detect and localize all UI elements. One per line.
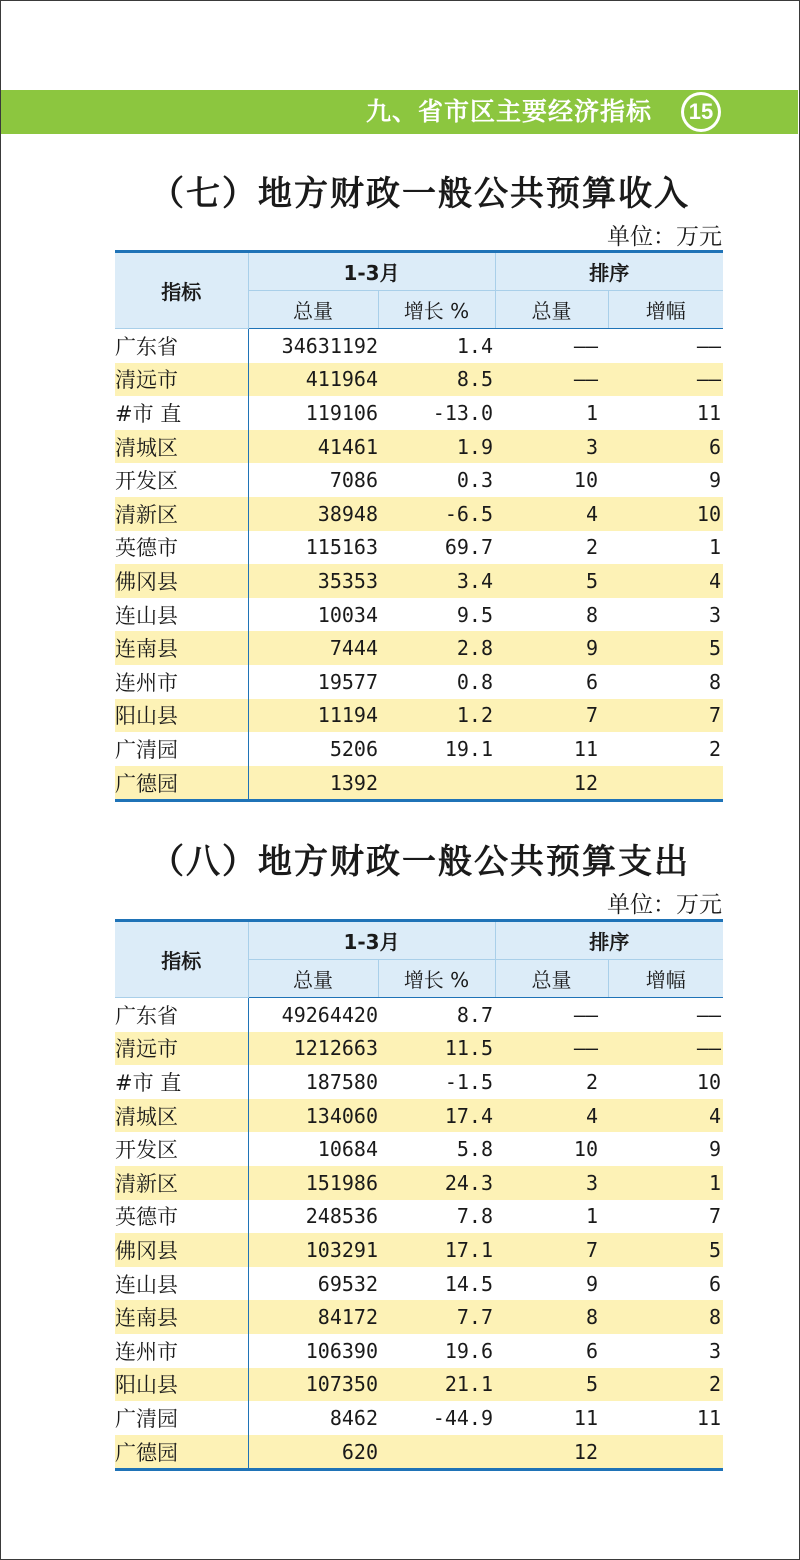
cell-rank-total: 4 bbox=[495, 497, 608, 531]
cell-rank-total: 7 bbox=[495, 1233, 608, 1267]
income-unit-label: 单位：万元 bbox=[607, 224, 722, 250]
table-row bbox=[115, 396, 723, 430]
cell-rank-growth: 4 bbox=[608, 564, 723, 598]
subheader-rank-total: 总量 bbox=[495, 960, 608, 998]
cell-rank-growth: 7 bbox=[708, 1204, 722, 1229]
cell-rank-total: 1 bbox=[585, 400, 599, 425]
row-name: 连山县 bbox=[115, 598, 248, 632]
cell-rank-total: 10 bbox=[573, 468, 599, 493]
cell-total: 11194 bbox=[248, 699, 378, 733]
cell-total: 7086 bbox=[329, 468, 378, 493]
row-name: 广清园 bbox=[115, 1401, 248, 1435]
cell-rank-total: 5 bbox=[495, 564, 608, 598]
cell-rank-growth: 9 bbox=[708, 468, 722, 493]
cell-rank-growth: 5 bbox=[608, 631, 723, 665]
cell-rank-total: 2 bbox=[585, 1069, 599, 1094]
cell-growth: -1.5 bbox=[444, 1069, 494, 1094]
expense-table bbox=[115, 919, 723, 1471]
cell-growth bbox=[378, 766, 495, 801]
row-name: 阳山县 bbox=[115, 1368, 248, 1402]
cell-total: 38948 bbox=[248, 497, 378, 531]
cell-rank-growth: 1 bbox=[608, 1166, 723, 1200]
table-row bbox=[115, 329, 723, 363]
cell-rank-total: 9 bbox=[495, 631, 608, 665]
row-name: 广东省 bbox=[115, 998, 248, 1032]
page-number-badge bbox=[681, 92, 721, 132]
table-row bbox=[115, 598, 723, 632]
row-name: 连州市 bbox=[115, 665, 248, 699]
cell-total: 103291 bbox=[248, 1233, 378, 1267]
cell-growth: 1.9 bbox=[378, 430, 495, 464]
section-header-title: 九、省市区主要经济指标 bbox=[365, 97, 652, 126]
row-name: #市 直 bbox=[115, 396, 248, 430]
row-name: 清远市 bbox=[115, 363, 248, 397]
row-name: 清城区 bbox=[115, 1099, 248, 1133]
table-row bbox=[115, 1300, 723, 1334]
cell-total: 5206 bbox=[329, 736, 378, 761]
cell-growth: 19.1 bbox=[444, 736, 494, 761]
row-name: 佛冈县 bbox=[115, 564, 248, 598]
cell-growth: 14.5 bbox=[444, 1271, 494, 1296]
row-name: 清远市 bbox=[115, 1032, 248, 1066]
cell-rank-growth: 6 bbox=[608, 430, 723, 464]
cell-total: 248536 bbox=[305, 1204, 378, 1229]
cell-rank-total: 1 bbox=[585, 1204, 599, 1229]
table-row bbox=[115, 531, 723, 565]
cell-rank-total: 5 bbox=[495, 1368, 608, 1402]
table-row bbox=[115, 497, 723, 531]
table-row bbox=[115, 1334, 723, 1368]
cell-growth: -13.0 bbox=[432, 400, 494, 425]
cell-growth: 11.5 bbox=[378, 1032, 495, 1066]
cell-total: 35353 bbox=[248, 564, 378, 598]
cell-total: 10034 bbox=[317, 602, 378, 627]
cell-rank-total: 10 bbox=[573, 1137, 599, 1162]
table-row bbox=[115, 699, 723, 733]
table-row bbox=[115, 631, 723, 665]
subheader-rank-growth: 增幅 bbox=[608, 960, 723, 998]
table-row bbox=[115, 463, 723, 497]
subheader-growth: 增长 % bbox=[378, 291, 495, 329]
cell-rank-growth bbox=[608, 766, 723, 801]
table-row bbox=[115, 1401, 723, 1435]
row-name: 英德市 bbox=[115, 1200, 248, 1234]
table-row bbox=[115, 1368, 723, 1402]
cell-growth: 5.8 bbox=[456, 1137, 494, 1162]
cell-rank-growth: 9 bbox=[708, 1137, 722, 1162]
table-row bbox=[115, 1200, 723, 1234]
cell-growth: 17.4 bbox=[378, 1099, 495, 1133]
header-rank: 排序 bbox=[495, 252, 723, 291]
cell-growth: 69.7 bbox=[444, 535, 494, 560]
cell-rank-growth: 4 bbox=[608, 1099, 723, 1133]
cell-rank-total: 7 bbox=[495, 699, 608, 733]
cell-growth: 21.1 bbox=[378, 1368, 495, 1402]
table-row bbox=[115, 564, 723, 598]
table-row bbox=[115, 1132, 723, 1166]
cell-total: 134060 bbox=[248, 1099, 378, 1133]
row-name: 广德园 bbox=[115, 766, 248, 801]
cell-rank-total: 8 bbox=[495, 1300, 608, 1334]
income-table bbox=[115, 250, 723, 802]
cell-rank-growth: 10 bbox=[608, 497, 723, 531]
table-row bbox=[115, 1435, 723, 1470]
cell-rank-total: 11 bbox=[573, 736, 599, 761]
subheader-rank-growth: 增幅 bbox=[608, 291, 723, 329]
cell-rank-growth: 3 bbox=[708, 602, 722, 627]
cell-growth: 1.4 bbox=[456, 333, 494, 358]
cell-growth: 7.7 bbox=[378, 1300, 495, 1334]
cell-growth: 1.2 bbox=[378, 699, 495, 733]
cell-rank-total: 9 bbox=[585, 1271, 599, 1296]
row-name: 清城区 bbox=[115, 430, 248, 464]
cell-total: 49264420 bbox=[281, 1002, 378, 1027]
cell-total: 119106 bbox=[305, 400, 378, 425]
table-row bbox=[115, 1065, 723, 1099]
row-name: 开发区 bbox=[115, 1132, 248, 1166]
row-name: 连州市 bbox=[115, 1334, 248, 1368]
cell-total: 1212663 bbox=[248, 1032, 378, 1066]
header-indicator: 指标 bbox=[115, 921, 248, 998]
cell-total: 187580 bbox=[305, 1069, 378, 1094]
cell-total: 19577 bbox=[317, 669, 378, 694]
row-name: 开发区 bbox=[115, 463, 248, 497]
expense-table-title: （八）地方财政一般公共预算支出 bbox=[150, 842, 690, 882]
cell-rank-total: 6 bbox=[585, 669, 599, 694]
cell-rank-total: —— bbox=[495, 1032, 608, 1066]
header-indicator: 指标 bbox=[115, 252, 248, 329]
cell-total: 1392 bbox=[248, 766, 378, 801]
cell-growth: 0.8 bbox=[456, 669, 494, 694]
cell-growth bbox=[378, 1435, 495, 1470]
cell-rank-growth: 8 bbox=[608, 1300, 723, 1334]
cell-rank-growth: —— bbox=[608, 1032, 723, 1066]
cell-growth: 2.8 bbox=[378, 631, 495, 665]
row-name: 清新区 bbox=[115, 497, 248, 531]
row-name: 连南县 bbox=[115, 1300, 248, 1334]
cell-growth: 7.8 bbox=[456, 1204, 494, 1229]
cell-total: 10684 bbox=[317, 1137, 378, 1162]
cell-rank-total: —— bbox=[573, 333, 599, 358]
table-row bbox=[115, 1099, 723, 1133]
table-row bbox=[115, 1233, 723, 1267]
cell-growth: 8.7 bbox=[456, 1002, 494, 1027]
table-row bbox=[115, 766, 723, 801]
cell-growth: 19.6 bbox=[444, 1338, 494, 1363]
cell-rank-total: 6 bbox=[585, 1338, 599, 1363]
cell-total: 107350 bbox=[248, 1368, 378, 1402]
table-row bbox=[115, 1267, 723, 1301]
cell-total: 411964 bbox=[248, 363, 378, 397]
cell-total: 106390 bbox=[305, 1338, 378, 1363]
table-row bbox=[115, 998, 723, 1032]
cell-rank-growth: 5 bbox=[608, 1233, 723, 1267]
row-name: 连山县 bbox=[115, 1267, 248, 1301]
table-row bbox=[115, 732, 723, 766]
cell-rank-growth: 2 bbox=[708, 736, 722, 761]
cell-rank-growth: 7 bbox=[608, 699, 723, 733]
cell-rank-growth: 3 bbox=[708, 1338, 722, 1363]
cell-total: 34631192 bbox=[281, 333, 378, 358]
cell-rank-total: 2 bbox=[585, 535, 599, 560]
cell-total: 620 bbox=[248, 1435, 378, 1470]
cell-rank-total: 3 bbox=[495, 1166, 608, 1200]
cell-rank-growth: —— bbox=[608, 363, 723, 397]
cell-total: 8462 bbox=[329, 1405, 378, 1430]
cell-rank-growth: —— bbox=[696, 1002, 722, 1027]
cell-rank-total: 12 bbox=[495, 766, 608, 801]
cell-growth: 8.5 bbox=[378, 363, 495, 397]
subheader-growth: 增长 % bbox=[378, 960, 495, 998]
row-name: 佛冈县 bbox=[115, 1233, 248, 1267]
header-period: 1-3月 bbox=[248, 252, 495, 291]
cell-growth: 24.3 bbox=[378, 1166, 495, 1200]
cell-total: 115163 bbox=[305, 535, 378, 560]
cell-rank-total: 12 bbox=[495, 1435, 608, 1470]
row-name: 广德园 bbox=[115, 1435, 248, 1470]
table-row bbox=[115, 1032, 723, 1066]
cell-rank-growth: 11 bbox=[696, 1405, 722, 1430]
cell-rank-growth: 2 bbox=[608, 1368, 723, 1402]
table-row bbox=[115, 1166, 723, 1200]
cell-total: 7444 bbox=[248, 631, 378, 665]
cell-rank-total: 11 bbox=[573, 1405, 599, 1430]
row-name: 清新区 bbox=[115, 1166, 248, 1200]
cell-total: 69532 bbox=[317, 1271, 378, 1296]
page-number: 15 bbox=[684, 95, 718, 129]
cell-rank-total: 3 bbox=[495, 430, 608, 464]
cell-total: 41461 bbox=[248, 430, 378, 464]
row-name: 连南县 bbox=[115, 631, 248, 665]
row-name: 广清园 bbox=[115, 732, 248, 766]
cell-rank-growth: —— bbox=[696, 333, 722, 358]
cell-growth: 17.1 bbox=[378, 1233, 495, 1267]
table-row bbox=[115, 430, 723, 464]
cell-rank-growth: 8 bbox=[708, 669, 722, 694]
cell-growth: -6.5 bbox=[378, 497, 495, 531]
table-row bbox=[115, 363, 723, 397]
subheader-rank-total: 总量 bbox=[495, 291, 608, 329]
subheader-total: 总量 bbox=[248, 291, 378, 329]
cell-rank-growth: 11 bbox=[696, 400, 722, 425]
cell-growth: 9.5 bbox=[456, 602, 494, 627]
cell-rank-growth: 6 bbox=[708, 1271, 722, 1296]
subheader-total: 总量 bbox=[248, 960, 378, 998]
cell-rank-total: 4 bbox=[495, 1099, 608, 1133]
cell-growth: 3.4 bbox=[378, 564, 495, 598]
row-name: 广东省 bbox=[115, 329, 248, 363]
expense-unit-label: 单位：万元 bbox=[607, 892, 722, 918]
header-period: 1-3月 bbox=[248, 921, 495, 960]
cell-rank-total: —— bbox=[495, 363, 608, 397]
income-table-title: （七）地方财政一般公共预算收入 bbox=[150, 174, 690, 214]
cell-rank-growth: 10 bbox=[696, 1069, 722, 1094]
cell-growth: -44.9 bbox=[432, 1405, 494, 1430]
header-rank: 排序 bbox=[495, 921, 723, 960]
cell-growth: 0.3 bbox=[456, 468, 494, 493]
table-row bbox=[115, 665, 723, 699]
cell-rank-growth: 1 bbox=[708, 535, 722, 560]
row-name: #市 直 bbox=[115, 1065, 248, 1099]
cell-rank-total: 8 bbox=[585, 602, 599, 627]
row-name: 阳山县 bbox=[115, 699, 248, 733]
cell-total: 84172 bbox=[248, 1300, 378, 1334]
cell-total: 151986 bbox=[248, 1166, 378, 1200]
cell-rank-growth bbox=[608, 1435, 723, 1470]
cell-rank-total: —— bbox=[573, 1002, 599, 1027]
row-name: 英德市 bbox=[115, 531, 248, 565]
